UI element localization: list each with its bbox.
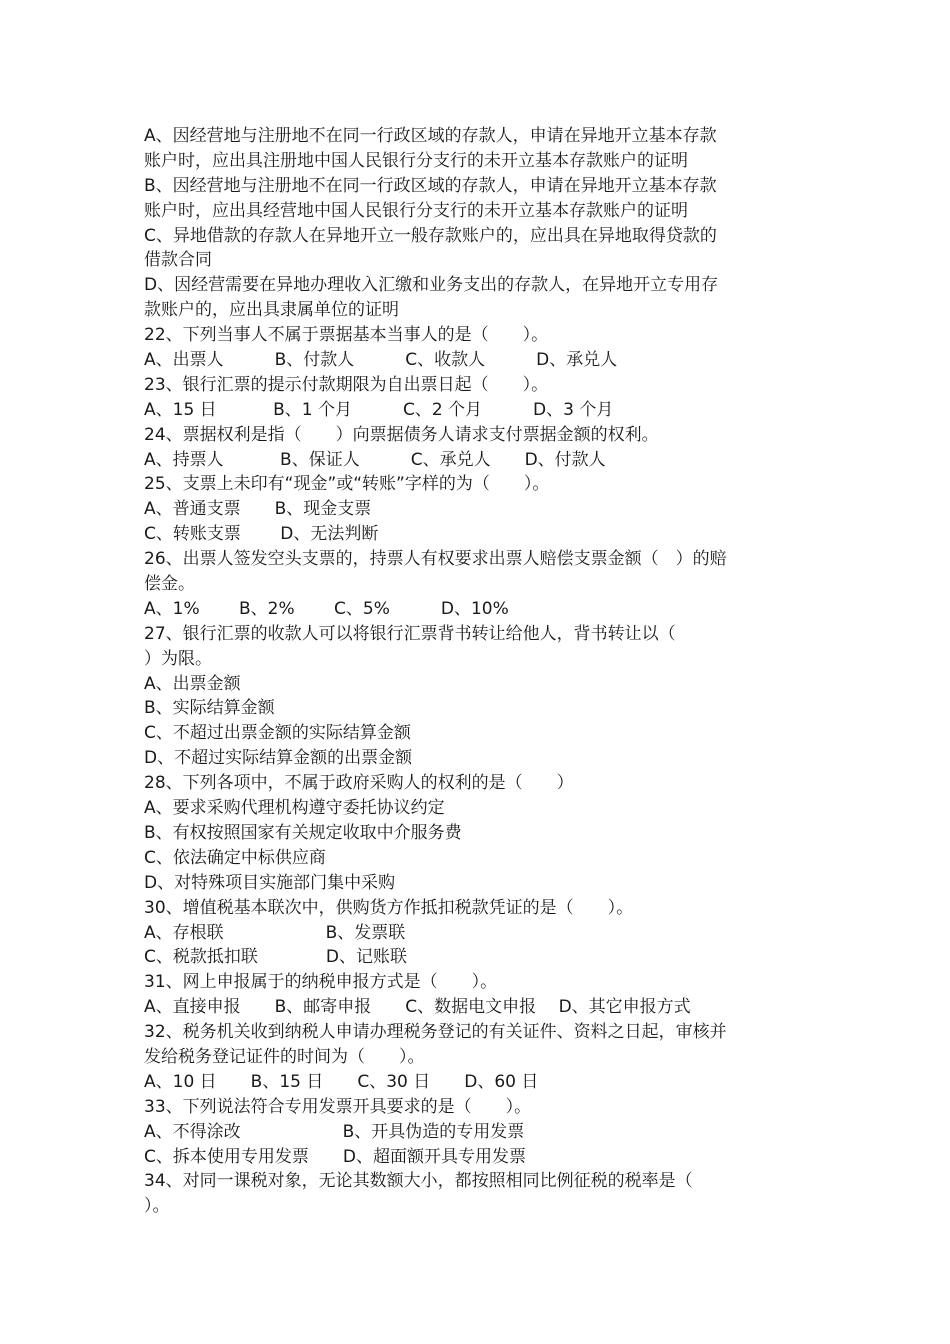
options-32: A、10 日 B、15 日 C、30 日 D、60 日 <box>144 1071 539 1092</box>
options-25: C、转账支票 D、无法判断 <box>144 524 379 545</box>
question-22: 22、下列当事人不属于票据基本当事人的是（ ）。 <box>144 325 549 346</box>
text-line: A、因经营地与注册地不在同一行政区域的存款人，申请在异地开立基本存款 <box>144 126 717 146</box>
option-27-b: B、实际结算金额 <box>144 698 275 719</box>
option-27-c: C、不超过出票金额的实际结算金额 <box>144 723 411 744</box>
question-32: 发给税务登记证件的时间为（ ）。 <box>144 1046 425 1067</box>
text-line: B、因经营地与注册地不在同一行政区域的存款人，申请在异地开立基本存款 <box>144 175 717 196</box>
question-30: 30、增值税基本联次中，供购货方作抵扣税款凭证的是（ ）。 <box>144 897 634 918</box>
option-27-a: A、出票金额 <box>144 673 241 694</box>
text-line: D、因经营需要在异地办理收入汇缴和业务支出的存款人，在异地开立专用存 <box>144 275 719 296</box>
question-34: 34、对同一课税对象，无论其数额大小，都按照相同比例征税的税率是（ <box>144 1171 693 1192</box>
text-line: 账户时，应出具注册地中国人民银行分支行的未开立基本存款账户的证明 <box>144 150 688 171</box>
options-24: A、持票人 B、保证人 C、承兑人 D、付款人 <box>144 449 606 470</box>
text-line: C、异地借款的存款人在异地开立一般存款账户的，应出具在异地取得贷款的 <box>144 225 717 246</box>
options-33: A、不得涂改 B、开具伪造的专用发票 <box>144 1121 525 1142</box>
option-28-c: C、依法确定中标供应商 <box>144 847 326 868</box>
options-30: A、存根联 B、发票联 <box>144 922 406 943</box>
options-25: A、普通支票 B、现金支票 <box>144 499 372 520</box>
option-28-b: B、有权按照国家有关规定收取中介服务费 <box>144 822 462 843</box>
options-26: A、1% B、2% C、5% D、10% <box>144 598 509 619</box>
question-31: 31、网上申报属于的纳税申报方式是（ ）。 <box>144 972 498 993</box>
option-27-d: D、不超过实际结算金额的出票金额 <box>144 748 413 769</box>
question-26: 偿金。 <box>144 574 195 595</box>
document-page <box>144 124 814 1219</box>
text-line: 账户时，应出具经营地中国人民银行分支行的未开立基本存款账户的证明 <box>144 200 688 221</box>
question-32: 32、税务机关收到纳税人申请办理税务登记的有关证件、资料之日起，审核并 <box>144 1022 727 1043</box>
question-23: 23、银行汇票的提示付款期限为自出票日起（ ）。 <box>144 374 549 395</box>
question-28: 28、下列各项中，不属于政府采购人的权利的是（ ） <box>144 773 574 794</box>
options-23: A、15 日 B、1 个月 C、2 个月 D、3 个月 <box>144 399 614 420</box>
options-22: A、出票人 B、付款人 C、收款人 D、承兑人 <box>144 350 618 371</box>
question-33: 33、下列说法符合专用发票开具要求的是（ ）。 <box>144 1096 532 1117</box>
question-26: 26、出票人签发空头支票的，持票人有权要求出票人赔偿支票金额（ ）的赔 <box>144 549 727 570</box>
question-27: ）为限。 <box>144 648 212 669</box>
question-34: ）。 <box>144 1196 170 1217</box>
text-line: 借款合同 <box>144 250 212 271</box>
options-30: C、税款抵扣联 D、记账联 <box>144 947 407 968</box>
question-25: 25、支票上未印有“现金”或“转账”字样的为（ ）。 <box>144 474 550 495</box>
text-line: 款账户的，应出具隶属单位的证明 <box>144 300 399 321</box>
options-33: C、拆本使用专用发票 D、超面额开具专用发票 <box>144 1146 526 1167</box>
option-28-d: D、对特殊项目实施部门集中采购 <box>144 872 396 893</box>
question-27: 27、银行汇票的收款人可以将银行汇票背书转让给他人，背书转让以（ <box>144 623 676 644</box>
question-24: 24、票据权利是指（ ）向票据债务人请求支付票据金额的权利。 <box>144 424 659 445</box>
options-31: A、直接申报 B、邮寄申报 C、数据电文申报 D、其它申报方式 <box>144 997 691 1018</box>
option-28-a: A、要求采购代理机构遵守委托协议约定 <box>144 798 445 819</box>
